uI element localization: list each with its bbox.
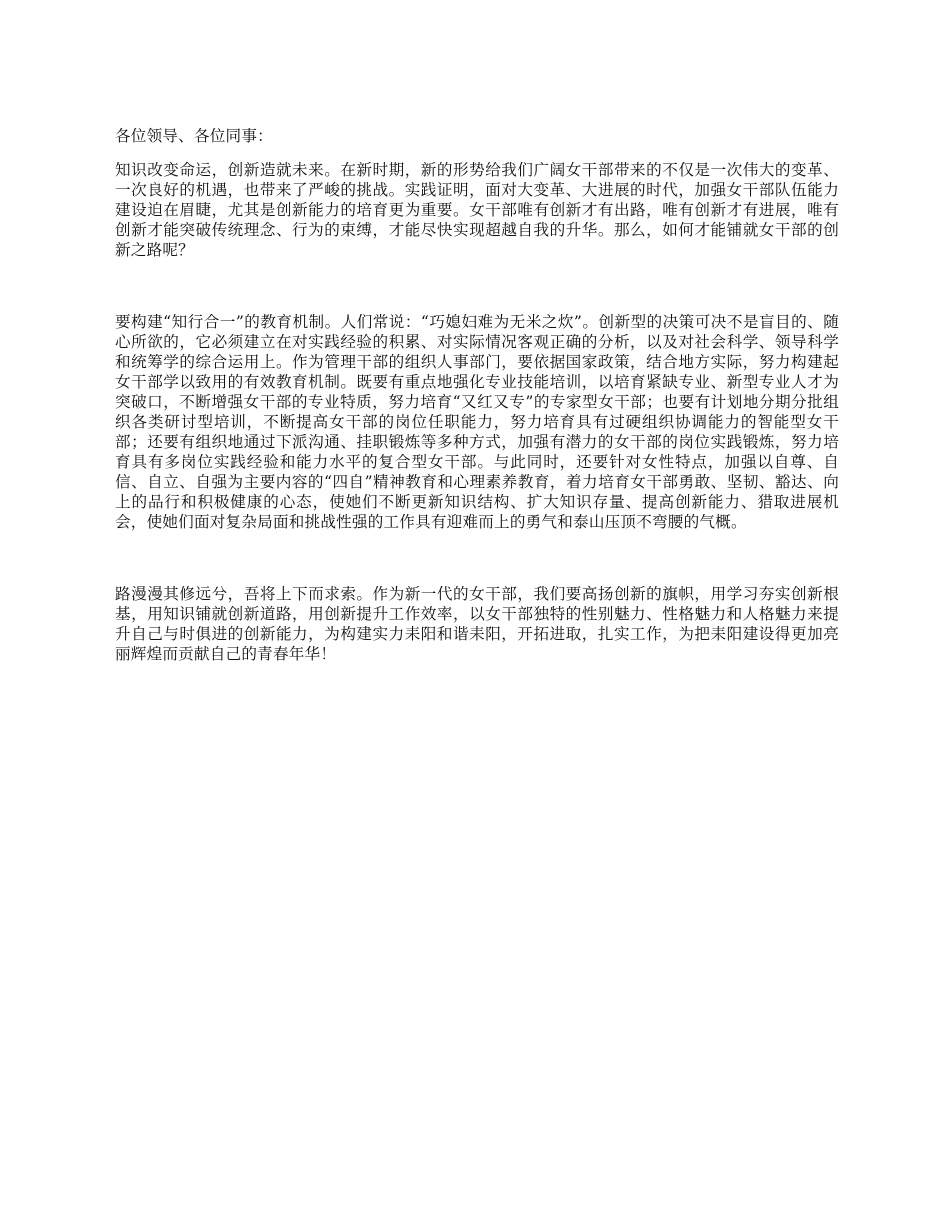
paragraph-conclusion: 路漫漫其修远兮，吾将上下而求索。作为新一代的女干部，我们要高扬创新的旗帜，用学习夯实创新根基，用知识铺就创新道路，用创新提升工作效率，以女干部独特的性别魅力、性格魅力和人格魅力来提升自己与时俱进的创新能力，为构建实力耒阳和谐耒阳，开拓进取，扎实工作，为把耒阳建设得更加亮丽辉煌而贡献自己的青春年华！	[115, 585, 839, 663]
paragraph-intro: 知识改变命运，创新造就未来。在新时期，新的形势给我们广阔女干部带来的不仅是一次伟大的变革、一次良好的机遇，也带来了严峻的挑战。实践证明，面对大变革、大进展的时代，加强女干部队伍能力建设迫在眉睫，尤其是创新能力的培育更为重要。女干部唯有创新才有出路，唯有创新才有进展，唯有创新才能突破传统理念、行为的束缚，才能尽快实现超越自我的升华。那么，如何才能铺就女干部的创新之路呢？	[115, 161, 839, 259]
paragraph-education-mechanism: 要构建“知行合一”的教育机制。人们常说：“巧媳妇难为无米之炊”。创新型的决策可决不是盲目的、随心所欲的，它必须建立在对实践经验的积累、对实际情况客观正确的分析，以及对社会科学、领导科学和统筹学的综合运用上。作为管理干部的组织人事部门，要依据国家政策，结合地方实际，努力构建起女干部学以致用的有效教育机制。既要有重点地强化专业技能培训，以培育紧缺专业、新型专业人才为突破口，不断增强女干部的专业特质，努力培育“又红又专”的专家型女干部；也要有计划地分期分批组织各类研讨型培训，不断提高女干部的岗位任职能力，努力培育具有过硬组织协调能力的智能型女干部；还要有组织地通过下派沟通、挂职锻炼等多种方式，加强有潜力的女干部的岗位实践锻炼，努力培育具有多岗位实践经验和能力水平的复合型女干部。与此同时，还要针对女性特点，加强以自尊、自信、自立、自强为主要内容的“四自”精神教育和心理素养教育，着力培育女干部勇敢、坚韧、豁达、向上的品行和积极健康的心态，使她们不断更新知识结构、扩大知识存量、提高创新能力、猎取进展机会，使她们面对复杂局面和挑战性强的工作具有迎难而上的勇气和泰山压顶不弯腰的气概。	[115, 313, 839, 531]
document-body	[115, 126, 839, 664]
greeting-line: 各位领导、各位同事：	[115, 127, 273, 145]
